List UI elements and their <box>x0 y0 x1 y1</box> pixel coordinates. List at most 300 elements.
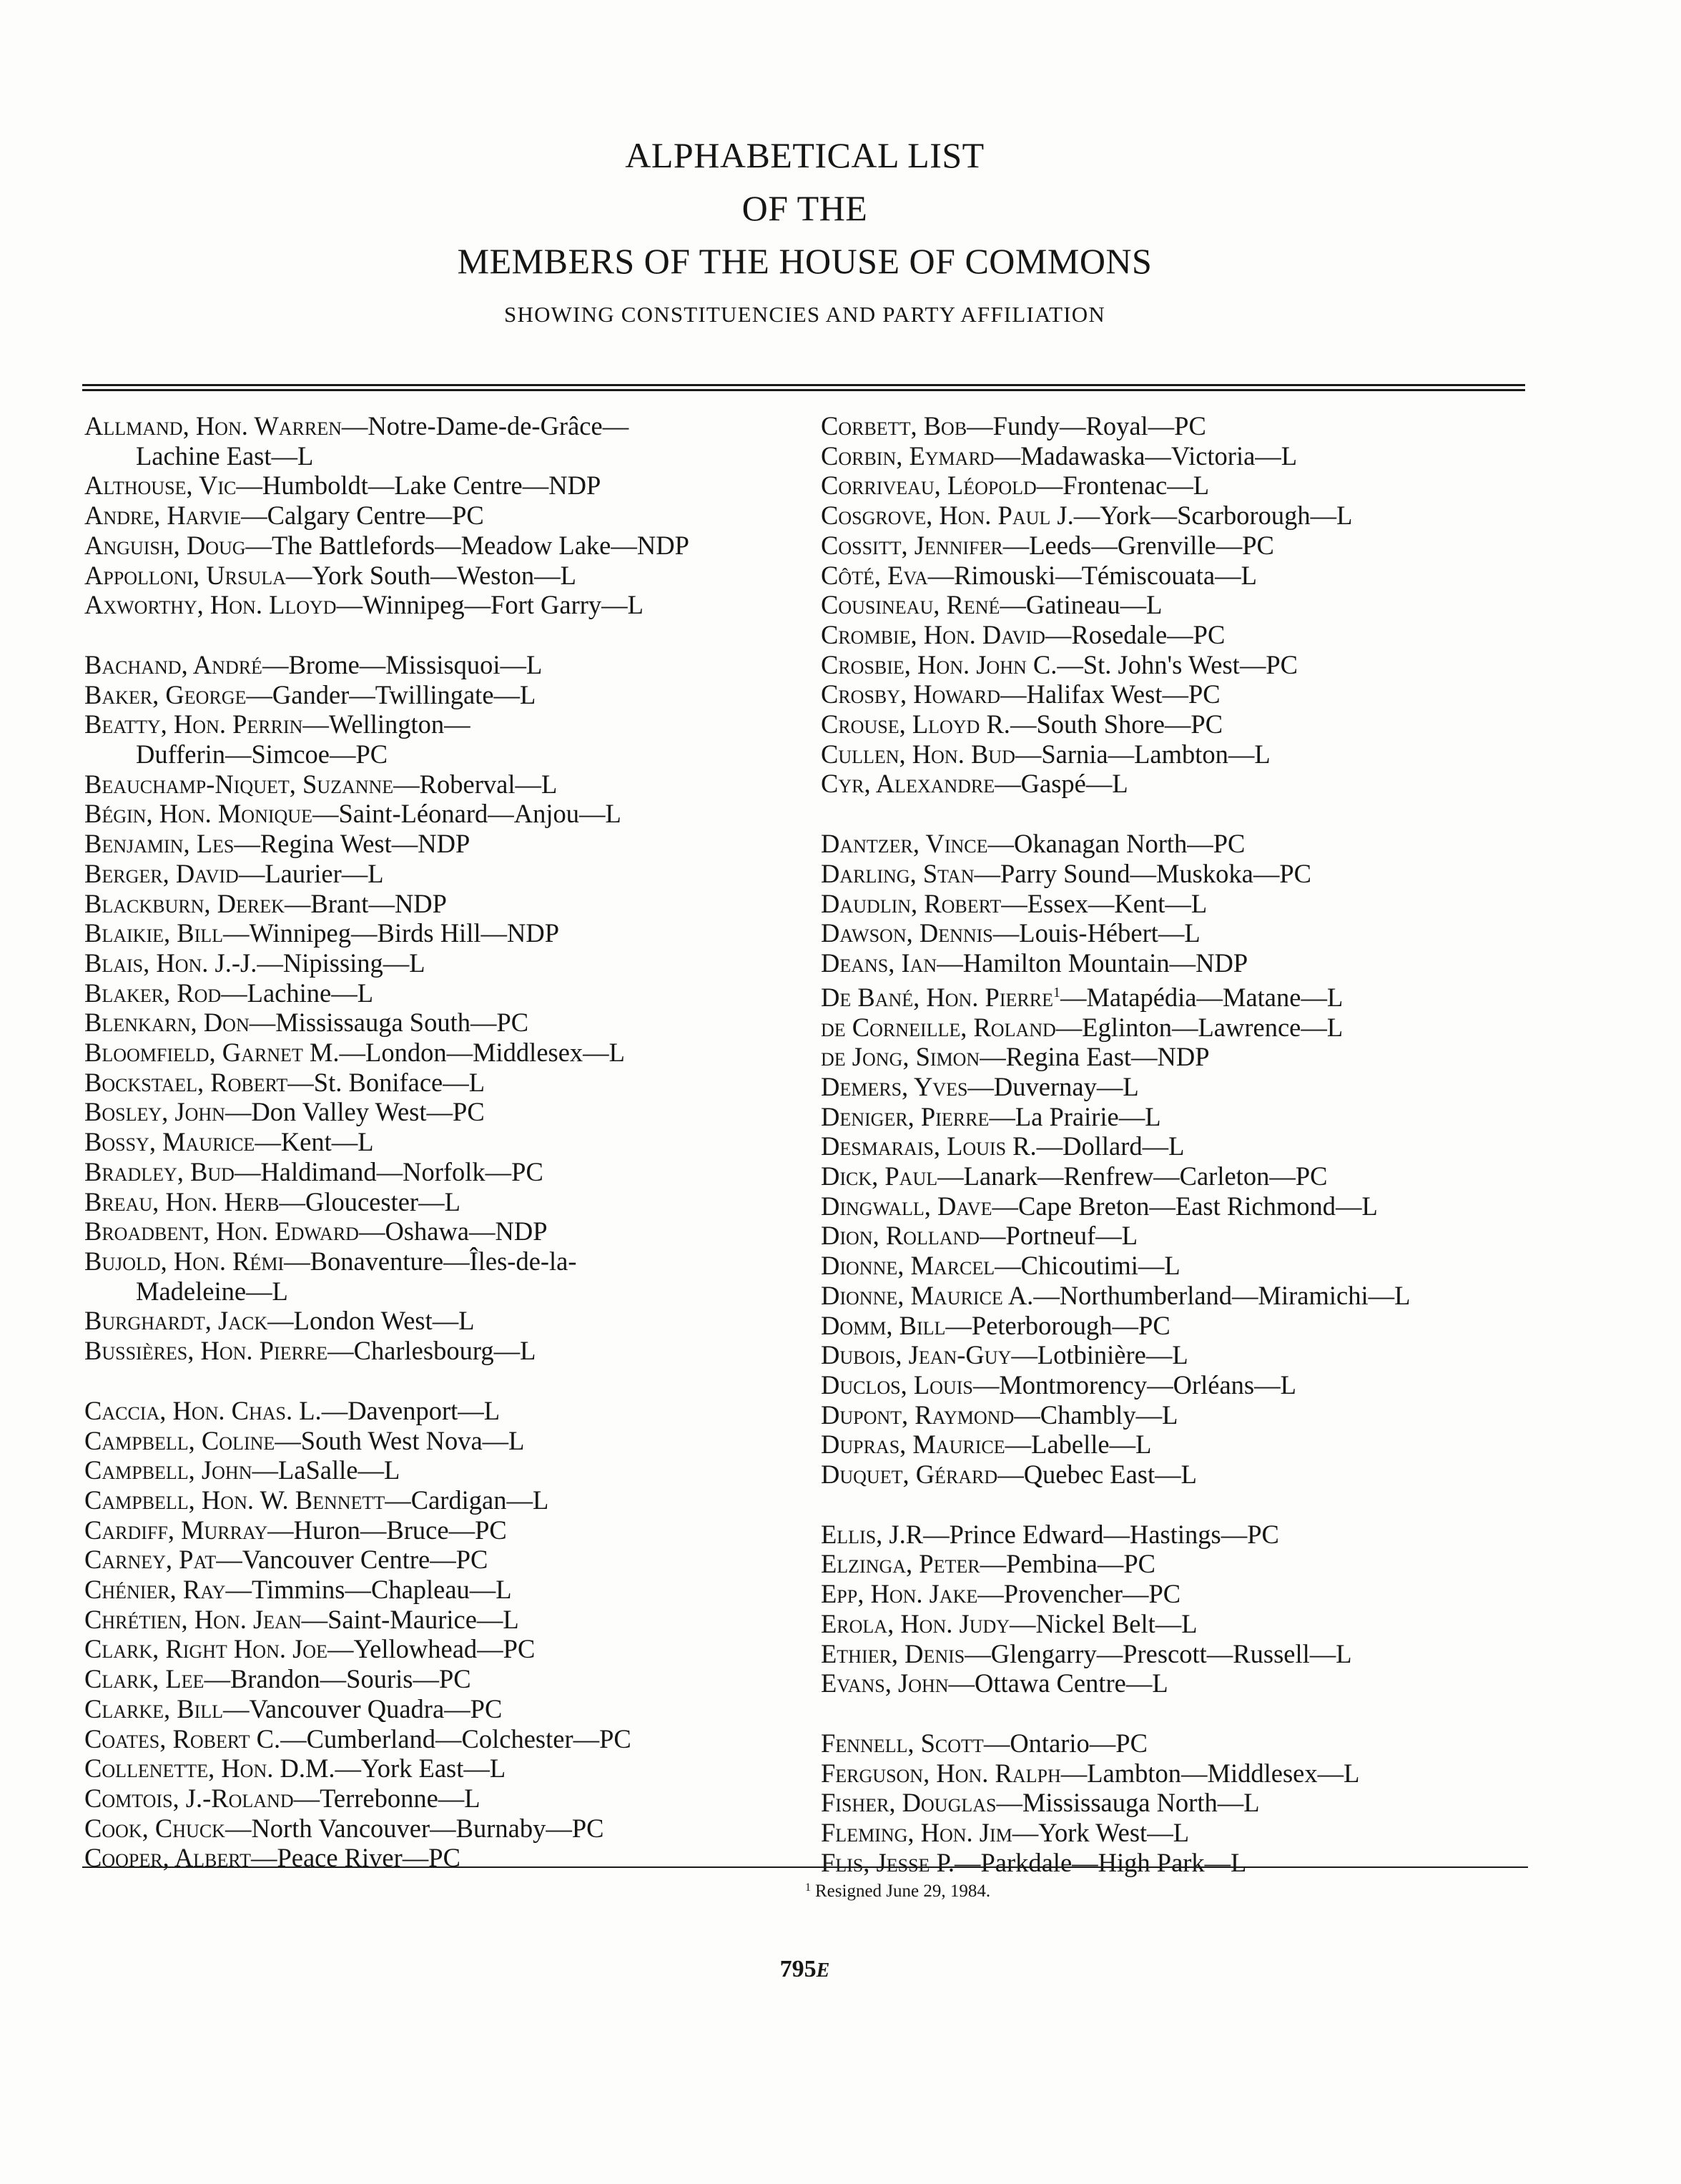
constituency-party: Nipissing—L <box>282 948 425 978</box>
separator-dash: — <box>967 411 993 441</box>
separator-dash: — <box>954 1847 981 1877</box>
member-name: Bradley, Bud <box>84 1156 235 1186</box>
member-name: Appolloni, Ursula <box>84 560 286 590</box>
member-entry <box>821 620 1536 650</box>
constituency-party: Lambton—Middlesex—L <box>1087 1758 1360 1788</box>
section-gap <box>84 620 799 650</box>
constituency-party: Vancouver Quadra—PC <box>249 1693 503 1723</box>
separator-dash: — <box>225 1097 252 1127</box>
separator-dash: — <box>302 709 329 739</box>
member-name: Beatty, Hon. Perrin <box>84 709 303 739</box>
member-name: Cossitt, Jennifer <box>821 530 1003 560</box>
constituency-party: Winnipeg—Fort Garry—L <box>363 590 644 620</box>
member-entry <box>821 1281 1536 1311</box>
separator-dash: — <box>221 978 247 1008</box>
separator-dash: — <box>301 1604 328 1634</box>
member-entry <box>84 501 799 531</box>
separator-dash: — <box>257 948 283 978</box>
separator-dash: — <box>1060 982 1087 1012</box>
member-entry <box>84 1753 799 1784</box>
constituency-party: Gaspé—L <box>1020 769 1128 799</box>
member-entry <box>821 1400 1536 1430</box>
constituency-party: Mississauga South—PC <box>275 1008 529 1038</box>
separator-dash: — <box>287 1067 314 1097</box>
separator-dash: — <box>246 679 272 709</box>
constituency-party: Rosedale—PC <box>1071 619 1226 649</box>
page-number-suffix: E <box>816 1959 830 1982</box>
member-entry <box>84 948 799 978</box>
member-entry <box>821 531 1536 561</box>
member-entry <box>84 1216 799 1246</box>
member-entry <box>84 918 799 948</box>
member-entry <box>84 1724 799 1754</box>
separator-dash: — <box>204 1664 230 1694</box>
constituency-party: Brome—Missisquoi—L <box>288 649 543 679</box>
member-entry <box>821 561 1536 591</box>
subtitle: SHOWING CONSTITUENCIES AND PARTY AFFILIATION <box>504 302 1105 327</box>
member-entry <box>84 1575 799 1605</box>
member-name: De Bané, Hon. Pierre <box>821 982 1053 1012</box>
separator-dash: — <box>965 1638 991 1668</box>
member-entry <box>84 1634 799 1664</box>
title-line-2: OF THE <box>741 188 868 228</box>
separator-dash: — <box>327 1634 354 1664</box>
member-name: Duclos, Louis <box>821 1369 973 1400</box>
member-entry <box>821 1191 1536 1221</box>
member-entry <box>821 918 1536 948</box>
separator-dash: — <box>1057 649 1083 679</box>
constituency-party: Bonaventure—Îles-de-la- <box>310 1246 577 1276</box>
member-name: Cardiff, Murray <box>84 1515 268 1545</box>
separator-dash: — <box>250 1843 277 1873</box>
separator-dash: — <box>262 649 289 679</box>
constituency-party: Parry Sound—Muskoka—PC <box>1000 858 1311 888</box>
member-name: Breau, Hon. Herb <box>84 1186 280 1216</box>
constituency-party: Lachine—L <box>247 978 373 1008</box>
constituency-party: Saint-Maurice—L <box>327 1604 519 1634</box>
page-header <box>0 129 1609 328</box>
member-name: Cosgrove, Hon. Paul J. <box>821 501 1074 531</box>
constituency-party: Regina East—NDP <box>1005 1042 1210 1072</box>
member-name: Flis, Jesse P. <box>821 1847 955 1877</box>
member-entry <box>84 1515 799 1545</box>
constituency-party: Laurier—L <box>265 858 384 888</box>
separator-dash: — <box>1033 1280 1060 1310</box>
separator-dash: — <box>1073 501 1100 531</box>
member-name: Campbell, John <box>84 1455 252 1485</box>
constituency-party: Oshawa—NDP <box>385 1216 548 1246</box>
constituency-party: Matapédia—Matane—L <box>1086 982 1344 1012</box>
member-name: Erola, Hon. Judy <box>821 1608 1010 1638</box>
member-name: Campbell, Hon. W. Bennett <box>84 1485 385 1515</box>
member-name: Axworthy, Hon. Lloyd <box>84 590 337 620</box>
separator-dash: — <box>279 1186 305 1216</box>
constituency-party: Roberval—L <box>419 769 558 799</box>
member-entry <box>821 859 1536 889</box>
member-entry <box>84 1157 799 1187</box>
constituency-party: Frontenac—L <box>1063 471 1210 501</box>
constituency-party: Winnipeg—Birds Hill—NDP <box>249 918 559 948</box>
separator-dash: — <box>992 918 1020 948</box>
constituency-party: Nickel Belt—L <box>1035 1608 1198 1638</box>
constituency-party: The Battlefords—Meadow Lake—NDP <box>272 530 689 560</box>
separator-dash: — <box>972 1369 1000 1400</box>
constituency-party: Lotbinière—L <box>1037 1340 1188 1370</box>
member-name: Bockstael, Robert <box>84 1067 288 1097</box>
member-name: Dion, Rolland <box>821 1221 980 1251</box>
member-name: Blais, Hon. J.-J. <box>84 948 257 978</box>
member-name: Cyr, Alexandre <box>821 769 995 799</box>
constituency-party: Brant—NDP <box>310 888 447 918</box>
member-entry <box>84 1336 799 1366</box>
member-name: Darling, Stan <box>821 858 975 888</box>
separator-dash: — <box>1005 1430 1032 1460</box>
constituency-party: Halifax West—PC <box>1026 679 1221 709</box>
member-name: Carney, Pat <box>84 1545 217 1575</box>
member-name: Demers, Yves <box>821 1071 968 1101</box>
member-entry <box>84 1545 799 1575</box>
member-name: Cooper, Albert <box>84 1843 251 1873</box>
member-name: Broadbent, Hon. Edward <box>84 1216 359 1246</box>
separator-dash: — <box>336 590 363 620</box>
constituency-party: Mississauga North—L <box>1022 1788 1260 1818</box>
member-entry <box>821 1161 1536 1191</box>
member-name: Crombie, Hon. David <box>821 619 1045 649</box>
separator-dash: — <box>267 1306 294 1336</box>
separator-dash: — <box>284 1246 310 1276</box>
member-entry <box>84 1784 799 1814</box>
member-name: Blackburn, Derek <box>84 888 285 918</box>
constituency-party: Madawaska—Victoria—L <box>1020 441 1298 471</box>
member-name: Chénier, Ray <box>84 1575 226 1605</box>
member-name: Andre, Harvie <box>84 501 242 531</box>
member-name: Clark, Lee <box>84 1664 204 1694</box>
member-entry <box>821 1311 1536 1341</box>
member-entry <box>821 1430 1536 1460</box>
constituency-party: Gander—Twillingate—L <box>272 679 536 709</box>
member-name: Fisher, Douglas <box>821 1788 997 1818</box>
member-entry <box>821 1131 1536 1161</box>
separator-dash: — <box>223 918 250 948</box>
member-entry <box>821 1042 1536 1072</box>
separator-dash: — <box>216 1545 242 1575</box>
constituency-party: Charlesbourg—L <box>353 1336 536 1366</box>
separator-dash: — <box>1015 739 1042 769</box>
separator-dash: — <box>393 769 420 799</box>
member-name: Evans, John <box>821 1668 949 1698</box>
constituency-party: Pembina—PC <box>1006 1549 1155 1579</box>
constituency-party: Fundy—Royal—PC <box>992 411 1206 441</box>
separator-dash: — <box>987 829 1015 859</box>
member-name: Burghardt, Jack <box>84 1306 268 1336</box>
member-entry <box>821 1579 1536 1609</box>
member-name: Fleming, Hon. Jim <box>821 1818 1012 1848</box>
member-name: Beauchamp-Niquet, Suzanne <box>84 769 394 799</box>
member-name: Ellis, J.R <box>821 1519 924 1549</box>
member-name: Elzinga, Peter <box>821 1549 980 1579</box>
section-gap <box>821 1490 1536 1520</box>
separator-dash: — <box>1010 709 1037 739</box>
constituency-party: Duvernay—L <box>993 1071 1139 1101</box>
separator-dash: — <box>1045 619 1072 649</box>
member-name: Chrétien, Hon. Jean <box>84 1604 302 1634</box>
constituency-party: Parkdale—High Park—L <box>980 1847 1247 1877</box>
separator-dash: — <box>1060 1758 1088 1788</box>
member-entry <box>84 590 799 620</box>
constituency-party: Calgary Centre—PC <box>267 501 484 531</box>
member-name: Corbett, Bob <box>821 411 967 441</box>
constituency-party: Northumberland—Miramichi—L <box>1059 1280 1411 1310</box>
member-entry <box>821 1609 1536 1639</box>
member-entry <box>84 471 799 501</box>
member-name: Desmarais, Louis R. <box>821 1131 1037 1161</box>
separator-dash: — <box>992 1191 1018 1221</box>
constituency-party: London West—L <box>293 1306 475 1336</box>
constituency-party: Humboldt—Lake Centre—NDP <box>262 471 601 501</box>
separator-dash: — <box>1000 590 1026 620</box>
member-name: Clark, Right Hon. Joe <box>84 1634 327 1664</box>
member-entry <box>821 948 1536 978</box>
separator-dash: — <box>234 829 260 859</box>
constituency-party: North Vancouver—Burnaby—PC <box>251 1813 604 1843</box>
member-entry <box>821 1221 1536 1251</box>
separator-dash: — <box>255 1127 281 1157</box>
member-entry <box>84 1426 799 1456</box>
separator-dash: — <box>275 1425 301 1455</box>
member-entry <box>821 889 1536 919</box>
footnote-reference: 1 <box>1053 984 1060 1000</box>
member-entry <box>84 531 799 561</box>
separator-dash: — <box>980 1549 1007 1579</box>
constituency-party: Essex—Kent—L <box>1027 888 1208 918</box>
constituency-party: Wellington— <box>328 709 470 739</box>
separator-dash: — <box>997 1460 1024 1490</box>
constituency-party: Terrebonne—L <box>320 1783 480 1813</box>
constituency-party: Montmorency—Orléans—L <box>999 1369 1296 1400</box>
separator-dash: — <box>994 441 1021 471</box>
footnote-divider <box>82 1866 1528 1868</box>
member-entry <box>84 1246 799 1306</box>
member-name: Cook, Chuck <box>84 1813 225 1843</box>
member-name: Coates, Robert C. <box>84 1723 281 1753</box>
member-entry <box>84 889 799 919</box>
constituency-party: Cumberland—Colchester—PC <box>306 1723 631 1753</box>
member-entry <box>84 1187 799 1217</box>
member-name: Blenkarn, Don <box>84 1008 250 1038</box>
member-entry <box>821 650 1536 680</box>
member-name: Deniger, Pierre <box>821 1101 990 1131</box>
constituency-party: Timmins—Chapleau—L <box>251 1575 512 1605</box>
separator-dash: — <box>974 858 1000 888</box>
separator-dash: — <box>977 1579 1004 1609</box>
separator-dash: — <box>980 1042 1006 1072</box>
constituency-party: LaSalle—L <box>277 1455 400 1485</box>
constituency-party: York East—L <box>361 1753 506 1784</box>
member-name: Collenette, Hon. D.M. <box>84 1753 335 1784</box>
separator-dash: — <box>284 888 311 918</box>
separator-dash: — <box>236 471 262 501</box>
constituency-party: Kent—L <box>280 1127 374 1157</box>
member-name: Dionne, Maurice A. <box>821 1280 1034 1310</box>
member-entry <box>821 1370 1536 1400</box>
member-entry <box>821 1848 1536 1878</box>
member-entry <box>84 1306 799 1336</box>
separator-dash: — <box>293 1783 320 1813</box>
constituency-party: Regina West—NDP <box>260 829 470 859</box>
member-name: Crosby, Howard <box>821 679 1000 709</box>
separator-dash: — <box>335 1753 362 1784</box>
right-column <box>821 411 1536 1878</box>
footnote <box>805 1882 990 1902</box>
member-entry <box>821 1758 1536 1789</box>
separator-dash: — <box>245 530 272 560</box>
member-entry <box>821 1639 1536 1669</box>
member-entry <box>821 1460 1536 1490</box>
member-entry <box>84 1008 799 1038</box>
constituency-party: Ottawa Centre—L <box>975 1668 1168 1698</box>
separator-dash: — <box>1011 1340 1037 1370</box>
constituency-party: Vancouver Centre—PC <box>242 1545 488 1575</box>
constituency-party: Notre-Dame-de-Grâce— <box>368 411 629 441</box>
separator-dash: — <box>1036 1131 1063 1161</box>
member-entry <box>84 769 799 800</box>
member-name: Benjamin, Les <box>84 829 235 859</box>
member-entry <box>84 1068 799 1098</box>
member-entry <box>84 1127 799 1157</box>
constituency-party: Hamilton Mountain—NDP <box>962 948 1248 978</box>
member-entry <box>84 829 799 859</box>
member-entry <box>821 501 1536 531</box>
member-name: de Corneille, Roland <box>821 1012 1056 1042</box>
constituency-party: Peace River—PC <box>277 1843 460 1873</box>
title-line-3: MEMBERS OF THE HOUSE OF COMMONS <box>457 241 1153 281</box>
member-entry <box>821 1340 1536 1370</box>
member-entry <box>84 859 799 889</box>
member-entry <box>821 709 1536 739</box>
member-entry <box>84 561 799 591</box>
constituency-party: Cardigan—L <box>410 1485 549 1515</box>
constituency-party: Gatineau—L <box>1025 590 1163 620</box>
member-entry <box>84 1843 799 1873</box>
constituency-party: Sarnia—Lambton—L <box>1041 739 1271 769</box>
separator-dash: — <box>927 560 955 590</box>
member-name: de Jong, Simon <box>821 1042 980 1072</box>
member-entry <box>821 1072 1536 1102</box>
separator-dash: — <box>234 1156 261 1186</box>
constituency-party: Lanark—Renfrew—Carleton—PC <box>963 1161 1328 1191</box>
member-entry <box>84 1694 799 1724</box>
constituency-party: Gloucester—L <box>305 1186 460 1216</box>
member-name: Ethier, Denis <box>821 1638 965 1668</box>
separator-dash: — <box>339 1038 366 1068</box>
member-entry <box>84 680 799 710</box>
member-name: Domm, Bill <box>821 1310 946 1340</box>
constituency-continuation: Madeleine—L <box>136 1276 288 1306</box>
separator-dash: — <box>1000 679 1027 709</box>
footnote-marker: 1 <box>805 1882 811 1894</box>
member-name: Bosley, John <box>84 1097 225 1127</box>
separator-dash: — <box>1001 888 1027 918</box>
separator-dash: — <box>937 1161 964 1191</box>
member-entry <box>84 978 799 1008</box>
separator-dash: — <box>241 501 267 531</box>
separator-dash: — <box>238 858 265 888</box>
member-name: Clarke, Bill <box>84 1693 224 1723</box>
constituency-party: Cape Breton—East Richmond—L <box>1017 1191 1378 1221</box>
constituency-party: York—Scarborough—L <box>1100 501 1353 531</box>
member-name: Dupont, Raymond <box>821 1400 1015 1430</box>
constituency-party: Dollard—L <box>1063 1131 1185 1161</box>
separator-dash: — <box>995 769 1021 799</box>
constituency-party: York West—L <box>1038 1818 1189 1848</box>
separator-dash: — <box>1010 1608 1036 1638</box>
constituency-party: South Shore—PC <box>1036 709 1223 739</box>
member-entry <box>821 590 1536 620</box>
constituency-party: Huron—Bruce—PC <box>293 1515 507 1545</box>
constituency-party: St. John's West—PC <box>1083 649 1298 679</box>
separator-dash: — <box>321 1395 348 1425</box>
constituency-party: Yellowhead—PC <box>353 1634 536 1664</box>
constituency-party: Rimouski—Témiscouata—L <box>954 560 1257 590</box>
separator-dash: — <box>312 799 339 829</box>
member-name: Anguish, Doug <box>84 530 246 560</box>
member-entry <box>821 1668 1536 1698</box>
left-column <box>84 411 799 1873</box>
member-name: Deans, Ian <box>821 948 937 978</box>
member-name: Daudlin, Robert <box>821 888 1002 918</box>
member-name: Bachand, André <box>84 649 262 679</box>
member-name: Corriveau, Léopold <box>821 471 1037 501</box>
separator-dash: — <box>996 1788 1022 1818</box>
separator-dash: — <box>249 1008 276 1038</box>
page-number-value: 795 <box>779 1956 817 1982</box>
constituency-party: Okanagan North—PC <box>1014 829 1246 859</box>
separator-dash: — <box>995 1251 1021 1281</box>
member-entry <box>84 650 799 680</box>
member-name: Blaker, Rod <box>84 978 222 1008</box>
separator-dash: — <box>948 1668 975 1698</box>
constituency-party: Eglinton—Lawrence—L <box>1082 1012 1344 1042</box>
member-name: Cousineau, René <box>821 590 1000 620</box>
member-name: Côté, Eva <box>821 560 928 590</box>
separator-dash: — <box>923 1519 950 1549</box>
member-name: Bossy, Maurice <box>84 1127 255 1157</box>
member-name: Campbell, Coline <box>84 1425 275 1455</box>
member-name: Allmand, Hon. Warren <box>84 411 342 441</box>
member-name: Comtois, J.-Roland <box>84 1783 294 1813</box>
constituency-party: Davenport—L <box>347 1395 501 1425</box>
member-entry <box>84 411 799 471</box>
separator-dash: — <box>341 411 368 441</box>
page-number <box>0 1956 1609 1983</box>
constituency-party: London—Middlesex—L <box>365 1038 625 1068</box>
separator-dash: — <box>937 948 963 978</box>
member-entry <box>84 1455 799 1485</box>
separator-dash: — <box>1036 471 1063 501</box>
member-entry <box>821 1013 1536 1043</box>
separator-dash: — <box>983 1728 1010 1758</box>
separator-dash: — <box>385 1485 411 1515</box>
member-name: Ferguson, Hon. Ralph <box>821 1758 1061 1788</box>
member-name: Dantzer, Vince <box>821 829 988 859</box>
member-entry <box>821 1549 1536 1579</box>
separator-dash: — <box>1002 530 1030 560</box>
member-entry <box>84 1814 799 1844</box>
member-entry <box>84 1038 799 1068</box>
constituency-party: Labelle—L <box>1031 1430 1152 1460</box>
member-entry <box>821 411 1536 441</box>
constituency-party: Chicoutimi—L <box>1020 1251 1180 1281</box>
